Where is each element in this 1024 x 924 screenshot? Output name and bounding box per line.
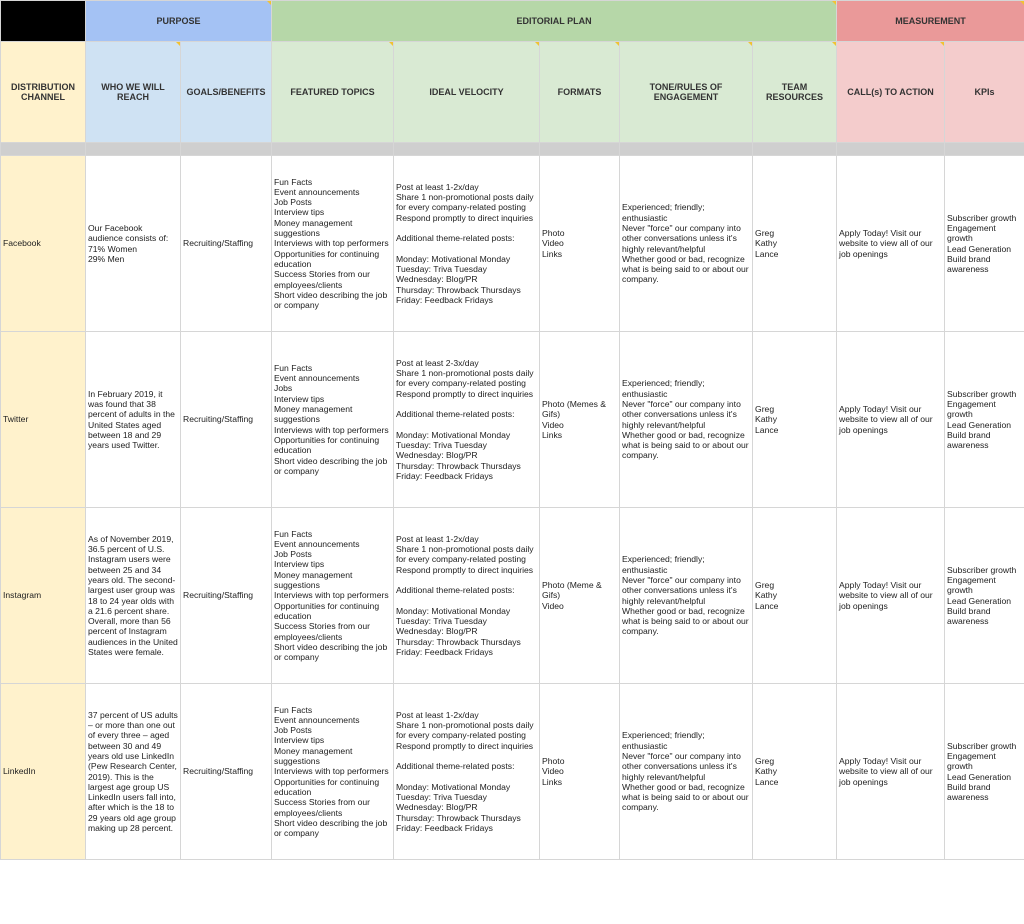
cell-kpis[interactable]: Subscriber growth Engagement growth Lead Generation Build brand awareness [945, 332, 1024, 508]
corner-cell[interactable] [1, 1, 86, 42]
cell-tone[interactable]: Experienced; friendly; enthusiastic Never "force" our company into other conversations unless it's highly relevant/helpful Whether good or bad, recognize what is being said to or about our company. [620, 508, 753, 684]
cell-velocity[interactable]: Post at least 1-2x/day Share 1 non-promotional posts daily for every company-related posting Respond promptly to direct inquiries Additional theme-related posts: Monday: Motivational Monday Tuesday: Triva Tuesday Wednesday: Blog/PR Thursday: Throwback Thursdays Friday: Feedback Fridays [394, 508, 540, 684]
cell-tone[interactable]: Experienced; friendly; enthusiastic Never "force" our company into other conversations unless it's highly relevant/helpful Whether good or bad, recognize what is being said to or about our company. [620, 684, 753, 860]
cell-kpis[interactable]: Subscriber growth Engagement growth Lead Generation Build brand awareness [945, 684, 1024, 860]
cell-goals[interactable]: Recruiting/Staffing [181, 332, 272, 508]
header-ideal-velocity[interactable]: IDEAL VELOCITY [394, 42, 540, 143]
cell-topics[interactable]: Fun Facts Event announcements Job Posts Interview tips Money management suggestions Interviews with top performers Opportunities for continuing education Success Stories from our employees/clients Short video describing the job or company [272, 508, 394, 684]
cell-reach[interactable]: 37 percent of US adults – or more than one out of every three – aged between 30 and 49 years old use LinkedIn (Pew Research Center, 2019). This is the largest age group US LinkedIn users fall into, after which is the 18 to 29 years old age group making up 28 percent. [86, 684, 181, 860]
cell-cta[interactable]: Apply Today! Visit our website to view all of our job openings [837, 684, 945, 860]
cell-kpis[interactable]: Subscriber growth Engagement growth Lead Generation Build brand awareness [945, 156, 1024, 332]
cell-formats[interactable]: Photo (Memes & Gifs) Video Links [540, 332, 620, 508]
cell-team[interactable]: Greg Kathy Lance [753, 156, 837, 332]
cell-velocity[interactable]: Post at least 2-3x/day Share 1 non-promotional posts daily for every company-related posting Respond promptly to direct inquiries Additional theme-related posts: Monday: Motivational Monday Tuesday: Triva Tuesday Wednesday: Blog/PR Thursday: Throwback Thursdays Friday: Feedback Fridays [394, 332, 540, 508]
cell-formats[interactable]: Photo (Meme & Gifs) Video [540, 508, 620, 684]
header-calls-to-action[interactable]: CALL(s) TO ACTION [837, 42, 945, 143]
cell-topics[interactable]: Fun Facts Event announcements Job Posts Interview tips Money management suggestions Interviews with top performers Opportunities for continuing education Success Stories from our employees/clients Short video describing the job or company [272, 156, 394, 332]
cell-channel[interactable]: Twitter [1, 332, 86, 508]
cell-formats[interactable]: Photo Video Links [540, 156, 620, 332]
group-measurement[interactable]: MEASUREMENT [837, 1, 1024, 42]
header-kpis[interactable]: KPIs [945, 42, 1024, 143]
cell-cta[interactable]: Apply Today! Visit our website to view all of our job openings [837, 508, 945, 684]
table-row [1, 684, 1024, 860]
cell-reach[interactable]: In February 2019, it was found that 38 percent of adults in the United States aged between 18 and 29 years used Twitter. [86, 332, 181, 508]
separator-row [1, 143, 1024, 156]
cell-goals[interactable]: Recruiting/Staffing [181, 156, 272, 332]
cell-team[interactable]: Greg Kathy Lance [753, 684, 837, 860]
group-editorial-plan[interactable]: EDITORIAL PLAN [272, 1, 837, 42]
cell-reach[interactable]: As of November 2019, 36.5 percent of U.S. Instagram users were between 25 and 34 years old. The second-largest user group was 18 to 24 year olds with a 21.6 percent share. Overall, more than 56 percent of Instagram audiences in the United States were female. [86, 508, 181, 684]
header-team-resources[interactable]: TEAM RESOURCES [753, 42, 837, 143]
header-who-we-will-reach[interactable]: WHO WE WILL REACH [86, 42, 181, 143]
group-purpose[interactable]: PURPOSE [86, 1, 272, 42]
cell-velocity[interactable]: Post at least 1-2x/day Share 1 non-promotional posts daily for every company-related posting Respond promptly to direct inquiries Additional theme-related posts: Monday: Motivational Monday Tuesday: Triva Tuesday Wednesday: Blog/PR Thursday: Throwback Thursdays Friday: Feedback Fridays [394, 684, 540, 860]
cell-cta[interactable]: Apply Today! Visit our website to view all of our job openings [837, 156, 945, 332]
header-formats[interactable]: FORMATS [540, 42, 620, 143]
cell-topics[interactable]: Fun Facts Event announcements Job Posts Interview tips Money management suggestions Interviews with top performers Opportunities for continuing education Success Stories from our employees/clients Short video describing the job or company [272, 684, 394, 860]
cell-channel[interactable]: Instagram [1, 508, 86, 684]
header-distribution-channel[interactable]: DISTRIBUTION CHANNEL [1, 42, 86, 143]
cell-velocity[interactable]: Post at least 1-2x/day Share 1 non-promotional posts daily for every company-related posting Respond promptly to direct inquiries Additional theme-related posts: Monday: Motivational Monday Tuesday: Triva Tuesday Wednesday: Blog/PR Thursday: Throwback Thursdays Friday: Feedback Fridays [394, 156, 540, 332]
cell-reach[interactable]: Our Facebook audience consists of: 71% Women 29% Men [86, 156, 181, 332]
cell-channel[interactable]: Facebook [1, 156, 86, 332]
table-row [1, 508, 1024, 684]
cell-goals[interactable]: Recruiting/Staffing [181, 508, 272, 684]
cell-cta[interactable]: Apply Today! Visit our website to view all of our job openings [837, 332, 945, 508]
header-goals-benefits[interactable]: GOALS/BENEFITS [181, 42, 272, 143]
table-row [1, 156, 1024, 332]
cell-team[interactable]: Greg Kathy Lance [753, 332, 837, 508]
cell-tone[interactable]: Experienced; friendly; enthusiastic Never "force" our company into other conversations unless it's highly relevant/helpful Whether good or bad, recognize what is being said to or about our company. [620, 332, 753, 508]
header-featured-topics[interactable]: FEATURED TOPICS [272, 42, 394, 143]
cell-topics[interactable]: Fun Facts Event announcements Jobs Interview tips Money management suggestions Interviews with top performers Opportunities for continuing education Short video describing the job or company [272, 332, 394, 508]
header-tone-rules[interactable]: TONE/RULES OF ENGAGEMENT [620, 42, 753, 143]
cell-goals[interactable]: Recruiting/Staffing [181, 684, 272, 860]
table-row [1, 332, 1024, 508]
cell-formats[interactable]: Photo Video Links [540, 684, 620, 860]
cell-team[interactable]: Greg Kathy Lance [753, 508, 837, 684]
cell-kpis[interactable]: Subscriber growth Engagement growth Lead Generation Build brand awareness [945, 508, 1024, 684]
cell-tone[interactable]: Experienced; friendly; enthusiastic Never "force" our company into other conversations unless it's highly relevant/helpful Whether good or bad, recognize what is being said to or about our company. [620, 156, 753, 332]
cell-channel[interactable]: LinkedIn [1, 684, 86, 860]
